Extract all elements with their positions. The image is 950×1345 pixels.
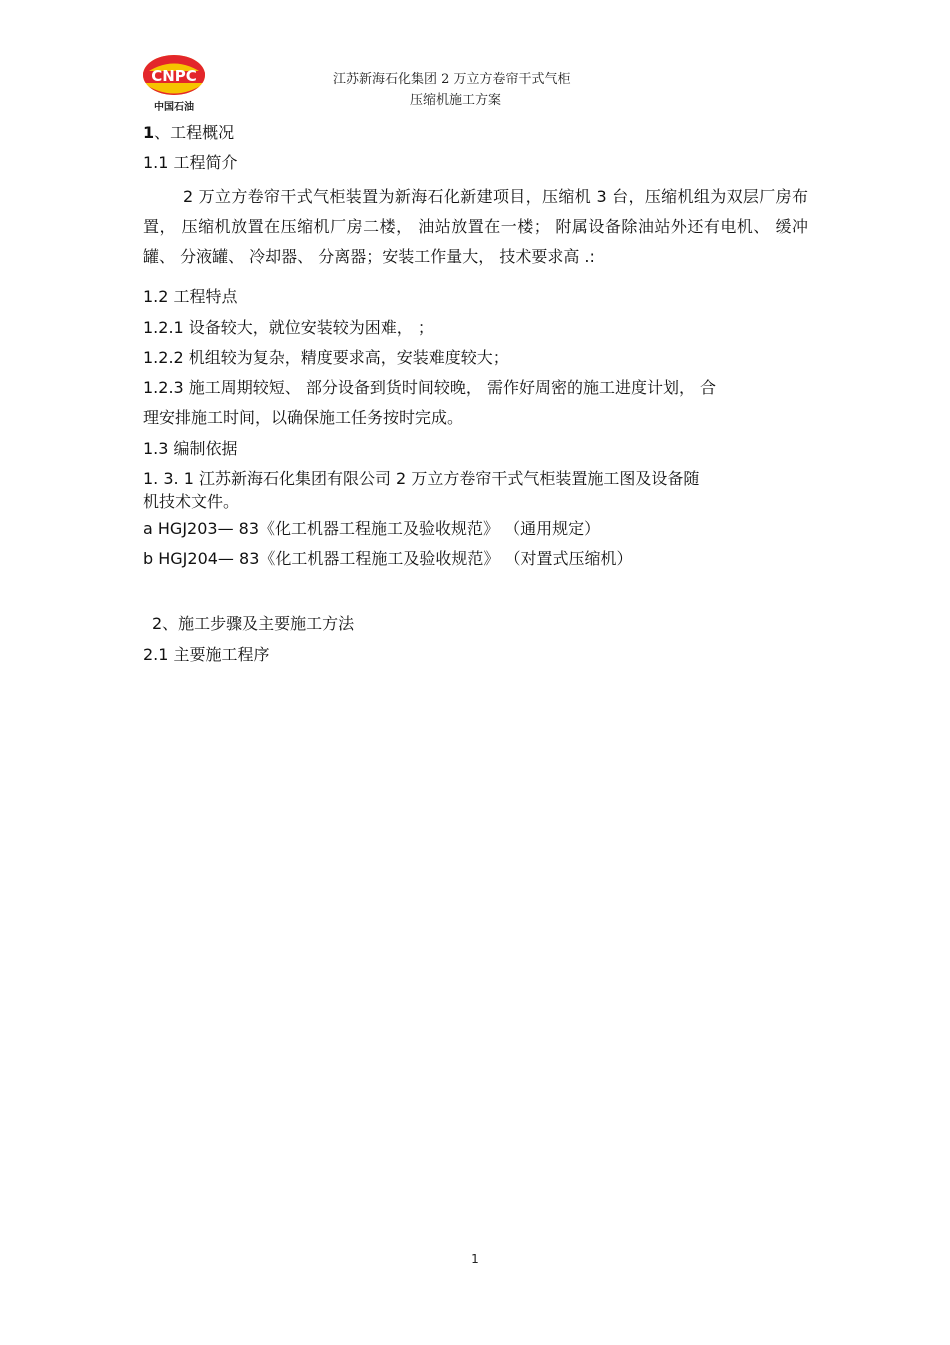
item-1-3-1-line1: 1. 3. 1 江苏新海石化集团有限公司 2 万立方卷帘干式气柜装置施工图及设备随 xyxy=(143,469,700,488)
item-1-2-3-line2: 理安排施工时间，以确保施工任务按时完成。 xyxy=(143,408,464,427)
section-1-2-heading: 1.2 工程特点 xyxy=(143,287,238,306)
section-1-title xyxy=(143,123,234,143)
section-2-title: 2、施工步骤及主要施工方法 xyxy=(152,614,355,633)
section-1-3-heading: 1.3 编制依据 xyxy=(143,439,238,458)
page-number: 1 xyxy=(471,1252,479,1266)
section-1-1-paragraph xyxy=(143,182,808,272)
cnpc-logo xyxy=(142,54,208,114)
section-1-text: 、工程概况 xyxy=(154,123,235,142)
section-1-number: 1 xyxy=(143,123,155,142)
item-1-2-2: 1.2.2 机组较为复杂，精度要求高，安装难度较大； xyxy=(143,348,509,367)
reference-item-b: b HGJ204— 83《化工机器工程施工及验收规范》 （对置式压缩机） xyxy=(143,549,633,568)
item-1-2-3-line1: 1.2.3 施工周期较短、 部分设备到货时间较晚， 需作好周密的施工进度计划， 合 xyxy=(143,378,717,397)
logo-text: CNPC xyxy=(151,67,197,85)
section-2-1-heading: 2.1 主要施工程序 xyxy=(143,645,270,664)
section-1-1-heading: 1.1 工程简介 xyxy=(143,153,238,172)
reference-item-a: a HGJ203— 83《化工机器工程施工及验收规范》 （通用规定） xyxy=(143,519,601,538)
header-title-line2: 压缩机施工方案 xyxy=(410,93,502,108)
paragraph-text: 2 万立方卷帘干式气柜装置为新海石化新建项目，压缩机 3 台，压缩机组为双层厂房布置， 压缩机放置在压缩机厂房二楼， 油站放置在一楼； 附属设备除油站外还有电机、 缓冲罐、 分液罐、 冷却器、 分离器；安装工作量大， 技术要求高 .: xyxy=(143,187,808,266)
cnpc-logo-emblem xyxy=(142,54,208,100)
logo-caption: 中国石油 xyxy=(154,102,194,113)
item-1-3-1-line2: 机技术文件。 xyxy=(143,492,240,511)
item-1-2-1: 1.2.1 设备较大，就位安装较为困难， ； xyxy=(143,318,434,337)
header-title-line1: 江苏新海石化集团 2 万立方卷帘干式气柜 xyxy=(333,72,571,87)
